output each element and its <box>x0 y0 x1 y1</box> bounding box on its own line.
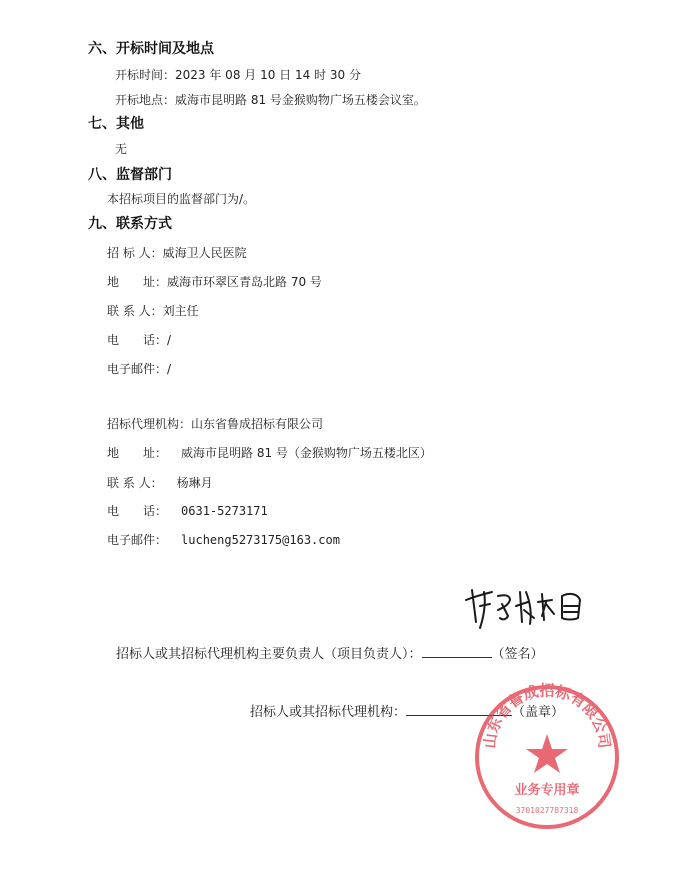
svg-text:山东省鲁成招标有限公司: 山东省鲁成招标有限公司 <box>480 682 614 750</box>
agency-address-value: 威海市昆明路 81 号（金猴购物广场五楼北区） <box>181 446 432 460</box>
tenderer-address-label: 地 址： <box>107 275 168 289</box>
signature-suffix: （签名） <box>491 647 544 662</box>
agency-email-label: 电子邮件： <box>107 533 168 547</box>
svg-text:业务专用章: 业务专用章 <box>514 783 580 798</box>
agency-name-label: 招标代理机构： <box>107 417 192 431</box>
agency-name-value: 山东省鲁成招标有限公司 <box>191 417 324 431</box>
tenderer-email-line <box>107 360 171 377</box>
opening-time-label: 开标时间： <box>115 68 176 82</box>
agency-contact-label: 联 系 人： <box>107 476 163 490</box>
section-heading-6: 六、开标时间及地点 <box>88 41 214 57</box>
opening-time-line <box>115 66 361 83</box>
tenderer-email-label: 电子邮件： <box>107 362 168 376</box>
company-seal-stamp <box>472 682 622 832</box>
tenderer-address-value: 威海市环翠区青岛北路 70 号 <box>167 275 322 289</box>
agency-email-line <box>107 531 340 548</box>
svg-text:3701027787318: 3701027787318 <box>515 806 579 815</box>
opening-time-value: 2023 年 08 月 10 日 14 时 30 分 <box>175 68 361 82</box>
section-heading-7: 七、其他 <box>88 116 144 132</box>
responsible-person-line <box>116 643 544 662</box>
section-heading-8: 八、监督部门 <box>88 167 172 183</box>
agency-contact-value: 杨琳月 <box>176 476 213 490</box>
tenderer-email-value: / <box>167 362 172 376</box>
tenderer-contact-label: 联 系 人： <box>107 304 163 318</box>
signature-blank <box>422 657 492 658</box>
agency-contact-line <box>107 474 213 491</box>
opening-place-value: 威海市昆明路 81 号金猴购物广场五楼会议室。 <box>175 93 426 107</box>
other-body: 无 <box>115 142 128 156</box>
agency-phone-value: 0631-5273171 <box>181 504 268 518</box>
handwritten-signature <box>462 582 597 637</box>
tenderer-phone-value: / <box>167 333 172 347</box>
opening-place-label: 开标地点： <box>115 93 176 107</box>
tenderer-name-label: 招 标 人： <box>107 246 163 260</box>
seal-suffix: （盖章） <box>512 705 565 720</box>
tenderer-phone-label: 电 话： <box>107 333 168 347</box>
agency-address-label: 地 址： <box>107 446 168 460</box>
tenderer-contact-value: 刘主任 <box>162 304 199 318</box>
tenderer-address-line <box>107 273 322 290</box>
agency-phone-label: 电 话： <box>107 504 168 518</box>
opening-place-line <box>115 91 426 108</box>
agency-name-line <box>107 415 323 432</box>
agency-email-value: lucheng5273175@163.com <box>181 533 340 547</box>
agency-seal-label: 招标人或其招标代理机构： <box>250 705 407 720</box>
agency-address-line <box>107 444 432 461</box>
agency-phone-line <box>107 502 268 519</box>
tenderer-contact-line <box>107 302 199 319</box>
tenderer-phone-line <box>107 331 171 348</box>
supervision-body: 本招标项目的监督部门为/。 <box>107 192 256 206</box>
responsible-person-label: 招标人或其招标代理机构主要负责人（项目负责人）： <box>116 647 422 662</box>
tenderer-name-line <box>107 244 247 261</box>
tenderer-name-value: 威海卫人民医院 <box>162 246 247 260</box>
section-heading-9: 九、联系方式 <box>88 216 172 232</box>
